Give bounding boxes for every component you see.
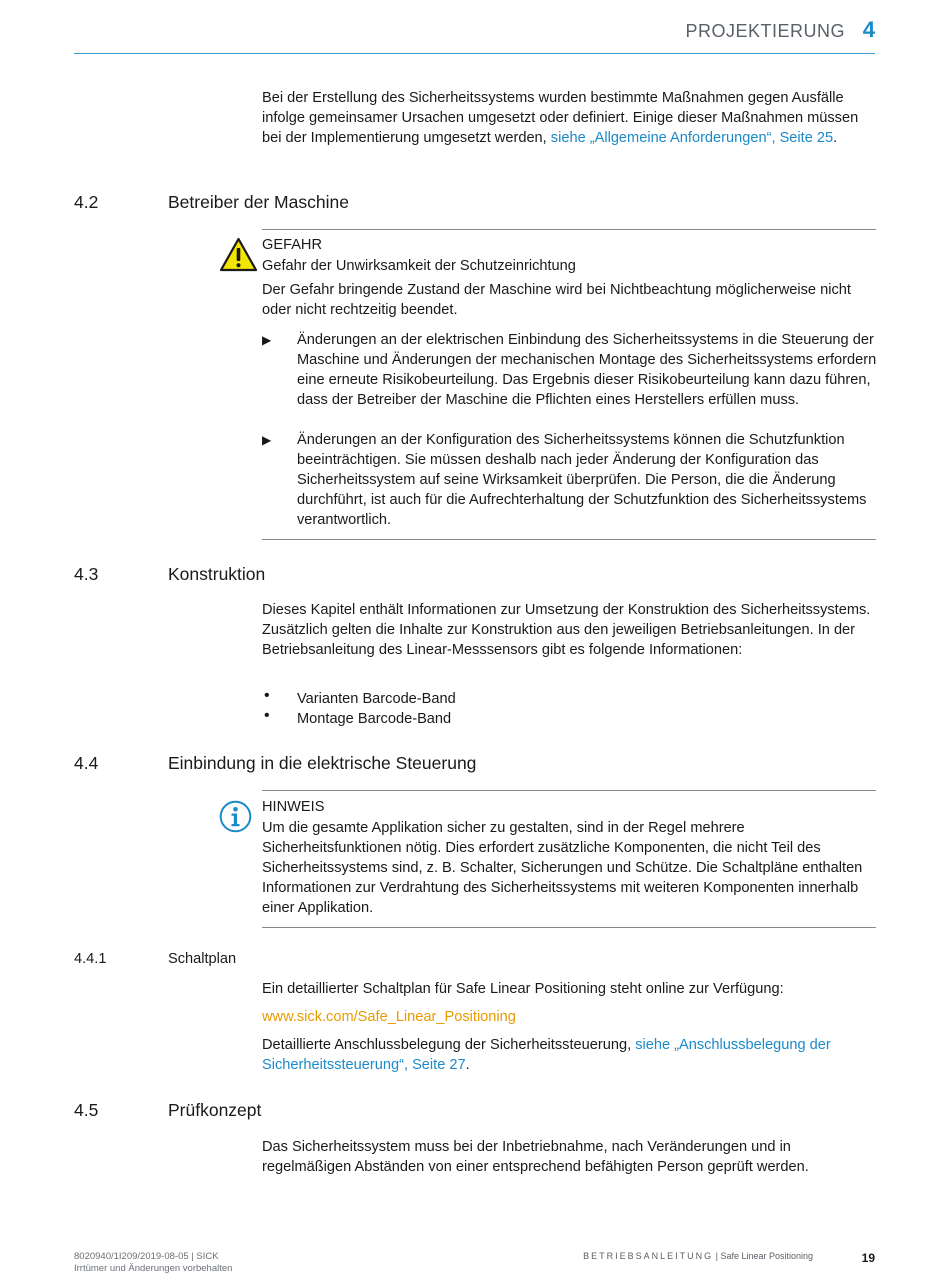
note-label: HINWEIS [262,799,325,815]
info-icon [219,800,252,833]
section-title-4-4-1: Schaltplan [168,951,237,967]
url-link[interactable]: www.sick.com/Safe_Linear_Positioning [262,1009,516,1025]
section-title-4-2: Betreiber der Maschine [168,192,349,212]
section-number-4-2: 4.2 [74,192,99,212]
footer-doc-number: 8020940/1I209/2019-08-05 | SICK [74,1251,219,1262]
list-item: Montage Barcode-Band [297,711,452,727]
list-item: Änderungen an der elektrischen Einbindung des Sicherheitssystems in die Steuerung der Maschine und Änderungen der mechanischen Montage des Sicherheitssystems erfordern eine erneute Risikobeurteilung. Das Ergebnis dieser Risikobeurteilung kann dazu führen, dass der Betreiber der Maschine die Pflichten eines Herstellers erfüllen muss. [297,332,877,408]
bullet-dot-icon: • [264,687,270,704]
footer-disclaimer: Irrtümer und Änderungen vorbehalten [74,1263,233,1274]
konstruktion-paragraph: Dieses Kapitel enthält Informationen zur Umsetzung der Konstruktion des Sicherheitssystems. Zusätzlich gelten die Inhalte zur Konstruktion aus den jeweiligen Betriebsanleitungen. In der Betriebsanleitung des Linear-Messsensors gibt es folgende Informationen: [262,602,871,658]
schaltplan-paragraph: Ein detaillierter Schaltplan für Safe Linear Positioning steht online zur Verfügung: [262,981,784,997]
footer-left [74,1251,232,1275]
section-title-4-5: Prüfkonzept [168,1100,262,1120]
anschlussbelegung-paragraph: Detaillierte Anschlussbelegung der Sicherheitssteuerung, siehe „Anschlussbelegung der Sicherheitssteuerung“, Seite 27. [262,1037,831,1073]
link-anschlussbelegung[interactable]: siehe „Anschlussbelegung der Sicherheitssteuerung“, Seite 27 [262,1037,831,1073]
warning-subtitle: Gefahr der Unwirksamkeit der Schutzeinrichtung [262,258,576,274]
section-title-4-3: Konstruktion [168,564,266,584]
section-number-4-5: 4.5 [74,1100,99,1120]
warning-triangle-icon [219,237,258,272]
chapter-title: PROJEKTIERUNG [685,21,845,41]
note-text: Um die gesamte Applikation sicher zu gestalten, sind in der Regel mehrere Sicherheitsfunktionen nötig. Dies erfordert zusätzliche Komponenten, die nicht Teil des Sicherheitssystems sind, z. B. Schalter, Sicherungen und Schütze. Die Schaltpläne enthalten Informationen zur Verdrahtung des Sicherheitssystems mit weiteren Komponenten innerhalb einer Applikation. [262,820,863,916]
list-item: Änderungen an der Konfiguration des Sicherheitssystems können die Schutzfunktion beeinträchtigen. Sie müssen deshalb nach jeder Änderung der Konfiguration das Sicherheitssystem auf seine Wirksamkeit überprüfen. Die Person, die die Änderung durchführt, ist auch für die Aufrechterhaltung der Schutzfunktion des Sicherheitssystems verantwortlich. [297,432,867,528]
list-item: Varianten Barcode-Band [297,691,456,707]
intro-paragraph: Bei der Erstellung des Sicherheitssystems wurden bestimmte Maßnahmen gegen Ausfälle infolge gemeinsamer Ursachen umgesetzt oder definiert. Einige dieser Maßnahmen müssen bei der Implementierung umgesetzt werden, siehe „Allgemeine Anforderungen“, Seite 25. [262,90,859,146]
warning-top-divider [262,229,876,230]
page-number: 19 [861,1251,875,1265]
warning-label: GEFAHR [262,237,323,253]
section-title-4-4: Einbindung in die elektrische Steuerung [168,753,477,773]
link-allgemeine-anforderungen[interactable]: siehe „Allgemeine Anforderungen“, Seite 25 [550,130,834,146]
footer-manual: BETRIEBSANLEITUNG | Safe Linear Positioning [583,1251,813,1261]
warning-text: Der Gefahr bringende Zustand der Maschine wird bei Nichtbeachtung möglicherweise nicht oder nicht rechtzeitig beendet. [262,282,851,318]
section-number-4-3: 4.3 [74,564,99,584]
bullet-dot-icon: • [264,707,270,724]
note-bottom-divider [262,927,876,928]
warning-bottom-divider [262,539,876,540]
section-number-4-4-1: 4.4.1 [74,951,107,967]
bullet-arrow-icon: ▶ [262,333,272,347]
section-number-4-4: 4.4 [74,753,99,773]
page-header [74,0,875,54]
pruefkonzept-paragraph: Das Sicherheitssystem muss bei der Inbetriebnahme, nach Veränderungen und in regelmäßigen Abständen von einer entsprechend befähigten Person geprüft werden. [262,1139,809,1175]
note-top-divider [262,790,876,791]
bullet-arrow-icon: ▶ [262,433,272,447]
chapter-number: 4 [862,17,875,42]
